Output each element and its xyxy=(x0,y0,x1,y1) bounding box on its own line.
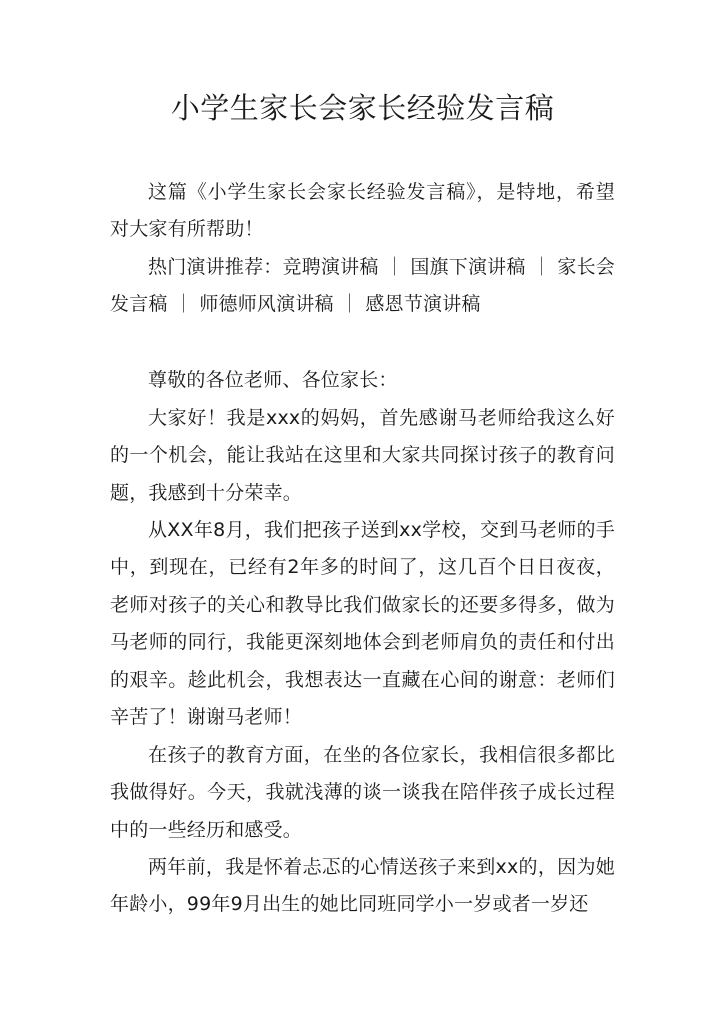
intro-paragraph: 这篇《小学生家长会家长经验发言稿》，是特地，希望对大家有所帮助！ xyxy=(110,181,615,241)
recommend-link-5[interactable]: 感恩节演讲稿 xyxy=(365,293,481,316)
body-paragraph-3: 在孩子的教育方面，在坐的各位家长，我相信很多都比我做得好。今天，我就浅薄的谈一谈我在陪伴孩子成长过程中的一些经历和感受。 xyxy=(110,744,615,841)
recommend-paragraph xyxy=(110,249,615,324)
separator: ｜ xyxy=(173,293,194,316)
body-paragraph-4: 两年前，我是怀着忐忑的心情送孩子来到xx的，因为她年龄小，99年9月出生的她比同班同学小一岁或者一岁还 xyxy=(110,856,615,916)
separator: ｜ xyxy=(384,256,405,278)
recommend-link-2[interactable]: 国旗下演讲稿 xyxy=(410,256,526,278)
separator: ｜ xyxy=(531,256,552,278)
separator: ｜ xyxy=(339,293,360,316)
salutation: 尊敬的各位老师、各位家长： xyxy=(148,369,398,391)
document-title: 小学生家长会家长经验发言稿 xyxy=(170,91,555,125)
body-paragraph-1: 大家好！我是xxx的妈妈，首先感谢马老师给我这么好的一个机会，能让我站在这里和大家共同探讨孩子的教育问题，我感到十分荣幸。 xyxy=(110,407,615,504)
recommend-link-1[interactable]: 竞聘演讲稿 xyxy=(282,256,379,278)
recommend-link-3[interactable]: 家长会发言稿 xyxy=(110,256,616,316)
body-paragraph-2: 从XX年8月，我们把孩子送到xx学校，交到马老师的手中，到现在，已经有2年多的时间了，这几百个日日夜夜，老师对孩子的关心和教导比我们做家长的还要多得多，做为马老师的同行，我能更深刻地体会到老师肩负的责任和付出的艰辛。趁此机会，我想表达一直藏在心间的谢意：老师们辛苦了！谢谢马老师！ xyxy=(110,519,615,729)
document-page xyxy=(110,0,615,1017)
recommend-link-4[interactable]: 师德师风演讲稿 xyxy=(199,293,334,316)
recommend-label: 热门演讲推荐： xyxy=(148,256,283,278)
